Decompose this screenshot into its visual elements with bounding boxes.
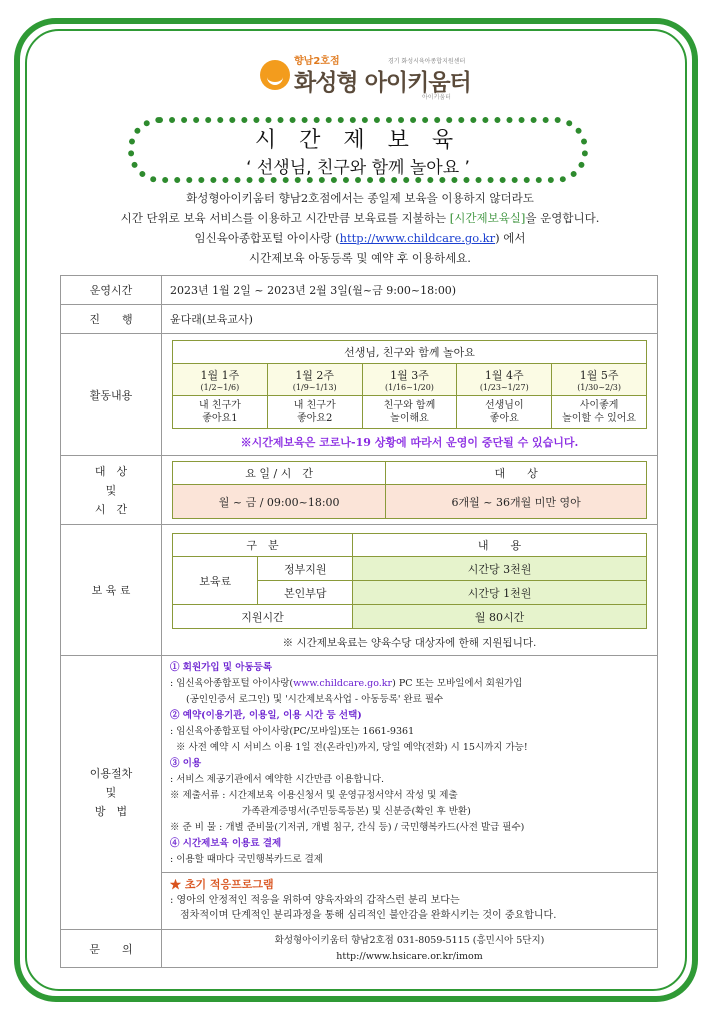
- week-label: 1월 4주: [484, 369, 524, 382]
- topic-row: [173, 396, 647, 429]
- logo-name: 화성형 아이키움터: [294, 70, 471, 96]
- intro-text-part: 임신육아종합포털 아이사랑 (: [194, 231, 340, 245]
- week-topic: [362, 396, 457, 429]
- week-range: (1/30~2/3): [577, 383, 621, 392]
- week-cell: [267, 364, 362, 396]
- target-time: 월 ~ 금 / 09:00~18:00: [173, 485, 386, 519]
- fee-table: [172, 533, 647, 629]
- week-range: (1/9~1/13): [292, 383, 337, 392]
- step-1-line: (공인인증서 로그인) 및 '시간제보육사업 - 아동등록' 완료 필수: [186, 694, 444, 705]
- procedure-label-line: 및: [105, 786, 117, 799]
- target-table: [172, 461, 647, 519]
- week-topic-line: 친구와 함께: [383, 400, 436, 411]
- period-value: 2023년 1월 2일 ~ 2023년 2월 3일(월~금 9:00~18:00): [162, 276, 658, 305]
- week-topic-line: 좋아요1: [202, 413, 238, 424]
- intro-highlight: [시간제보육실]: [449, 211, 526, 225]
- intro-text-part: 을 운영합니다.: [525, 211, 600, 225]
- fee-self: 본인부담: [258, 581, 353, 605]
- step-4-title: ④ 시간제보육 이용료 결제: [170, 838, 282, 849]
- activity-table: [172, 340, 647, 429]
- target-who: 6개월 ~ 36개월 미만 영아: [386, 485, 647, 519]
- week-cell: [457, 364, 552, 396]
- contact-cell: [162, 930, 658, 968]
- week-topic-line: 내 친구가: [293, 400, 336, 411]
- adapt-line: 점차적이며 단계적인 분리과정을 통해 심리적인 불안감을 완화시키는 것이 중요합니다.: [180, 910, 557, 921]
- week-topic: [552, 396, 647, 429]
- fee-note: ※ 시간제보육료는 양육수당 대상자에 한해 지원됩니다.: [282, 637, 537, 649]
- adapt-section: [162, 872, 657, 925]
- step-3-line: 가족관계증명서(주민등록등본) 및 신분증(확인 후 반환): [242, 806, 471, 817]
- procedure-cell: [162, 656, 658, 930]
- logo-subtext: 아이키움터: [422, 94, 451, 101]
- activity-label: 활동내용: [61, 334, 162, 456]
- intro-line: 시간제보육 아동등록 및 예약 후 이용하세요.: [249, 251, 471, 265]
- intro-line: [60, 228, 660, 248]
- week-topic: [267, 396, 362, 429]
- intro-text: [60, 188, 660, 268]
- period-label: 운영시간: [61, 276, 162, 305]
- fee-head-content: 내 용: [353, 534, 647, 557]
- step-3-title: ③ 이용: [170, 758, 202, 769]
- week-row: [173, 364, 647, 396]
- target-label-line: 시 간: [94, 502, 128, 516]
- week-label: 1월 5주: [579, 369, 619, 382]
- week-cell: [552, 364, 647, 396]
- adapt-title: ★ 초기 적응프로그램: [170, 878, 274, 891]
- week-label: 1월 1주: [200, 369, 240, 382]
- intro-line: [60, 208, 660, 228]
- week-label: 1월 2주: [295, 369, 335, 382]
- staff-label: 진 행: [61, 305, 162, 334]
- week-range: (1/2~1/6): [200, 383, 240, 392]
- contact-url[interactable]: http://www.hsicare.or.kr/imom: [336, 950, 483, 962]
- activity-notice: ※시간제보육은 코로나-19 상황에 따라서 운영이 중단될 수 있습니다.: [240, 436, 579, 449]
- week-topic-line: 사이좋게: [579, 400, 619, 411]
- step-1-title: ① 회원가입 및 아동등록: [170, 662, 273, 673]
- logo-emblem-icon: [260, 60, 290, 90]
- activity-header: 선생님, 친구와 함께 놀아요: [173, 341, 647, 364]
- week-range: (1/16~1/20): [385, 383, 434, 392]
- contact-line: 화성형아이키움터 향남2호점 031-8059-5115 (흥민시아 5단지): [274, 934, 545, 946]
- logo-partner: 경기 화성시육아종합지원센터: [388, 58, 466, 65]
- week-topic-line: 놀이할 수 있어요: [562, 413, 637, 424]
- childcare-link[interactable]: www.childcare.go.kr: [293, 678, 393, 689]
- logo-branch: 향남2호점: [294, 56, 340, 67]
- fee-hours-value: 월 80시간: [353, 605, 647, 629]
- page-subtitle: ‘ 선생님, 친구와 함께 놀아요 ’: [246, 158, 470, 178]
- fee-group: 보육료: [173, 557, 258, 605]
- step-2-line: ※ 사전 예약 시 서비스 이용 1일 전(온라인)까지, 당일 예약(전화) 시 15시까지 가능!: [176, 742, 528, 753]
- week-topic-line: 놀이해요: [390, 413, 429, 424]
- step-4-line: : 이용할 때마다 국민행복카드로 결제: [170, 854, 323, 865]
- week-label: 1월 3주: [390, 369, 429, 382]
- step-3-line: : 서비스 제공기관에서 예약한 시간만큼 이용합니다.: [170, 774, 385, 785]
- fee-gov-value: 시간당 3천원: [353, 557, 647, 581]
- intro-text-part: 시간 단위로 보육 서비스를 이용하고 시간만큼 보육료를 지불하는: [120, 211, 450, 225]
- fee-head-class: 구 분: [173, 534, 353, 557]
- week-cell: [173, 364, 268, 396]
- target-label-line: 및: [105, 483, 117, 497]
- activity-cell: [162, 334, 658, 456]
- step-2-title: ② 예약(이용기관, 이용일, 이용 시간 등 선택): [170, 710, 362, 721]
- intro-line: 화성형아이키움터 향남2호점에서는 종일제 보육을 이용하지 않더라도: [186, 191, 534, 205]
- fee-cell: [162, 525, 658, 656]
- week-cell: [362, 364, 457, 396]
- procedure-label: [61, 656, 162, 930]
- page-title: 시 간 제 보 육: [254, 128, 462, 153]
- info-table: [60, 275, 658, 968]
- target-head-time: 요 일 / 시 간: [173, 462, 386, 485]
- fee-hours: 지원시간: [173, 605, 353, 629]
- contact-label: 문 의: [61, 930, 162, 968]
- step-text: ) PC 또는 모바일에서 회원가입: [392, 678, 523, 689]
- week-topic-line: 내 친구가: [198, 400, 241, 411]
- step-1-line: [170, 676, 649, 692]
- step-3-line: ※ 제출서류 : 시간제보육 이용신청서 및 운영규정서약서 작성 및 제출: [170, 790, 458, 801]
- step-text: : 임신육아종합포털 아이사랑(: [170, 678, 294, 689]
- staff-value: 윤다래(보육교사): [162, 305, 658, 334]
- week-topic-line: 좋아요2: [297, 413, 333, 424]
- week-topic-line: 좋아요: [489, 413, 519, 424]
- target-cell: [162, 456, 658, 525]
- week-range: (1/23~1/27): [479, 383, 529, 392]
- adapt-line: : 영아의 안정적인 적응을 위하여 양육자와의 갑작스런 분리 보다는: [170, 895, 460, 906]
- childcare-link[interactable]: http://www.childcare.go.kr: [339, 231, 496, 245]
- procedure-label-line: 이용절차: [89, 767, 133, 780]
- intro-text-part: ) 에서: [495, 231, 526, 245]
- fee-gov: 정부지원: [258, 557, 353, 581]
- fee-label: 보 육 료: [61, 525, 162, 656]
- week-topic-line: 선생님이: [484, 400, 524, 411]
- target-head-who: 대 상: [386, 462, 647, 485]
- title-box: [128, 117, 588, 183]
- target-label: [61, 456, 162, 525]
- procedure-label-line: 방 법: [94, 805, 128, 818]
- week-topic: [173, 396, 268, 429]
- logo: [258, 50, 488, 110]
- target-label-line: 대 상: [94, 464, 128, 478]
- fee-self-value: 시간당 1천원: [353, 581, 647, 605]
- step-3-line: ※ 준 비 물 : 개별 준비물(기저귀, 개별 침구, 간식 등) / 국민행복카드(사전 발급 필수): [170, 822, 525, 833]
- step-2-line: : 임신육아종합포털 아이사랑(PC/모바일)또는 1661-9361: [170, 726, 415, 737]
- week-topic: [457, 396, 552, 429]
